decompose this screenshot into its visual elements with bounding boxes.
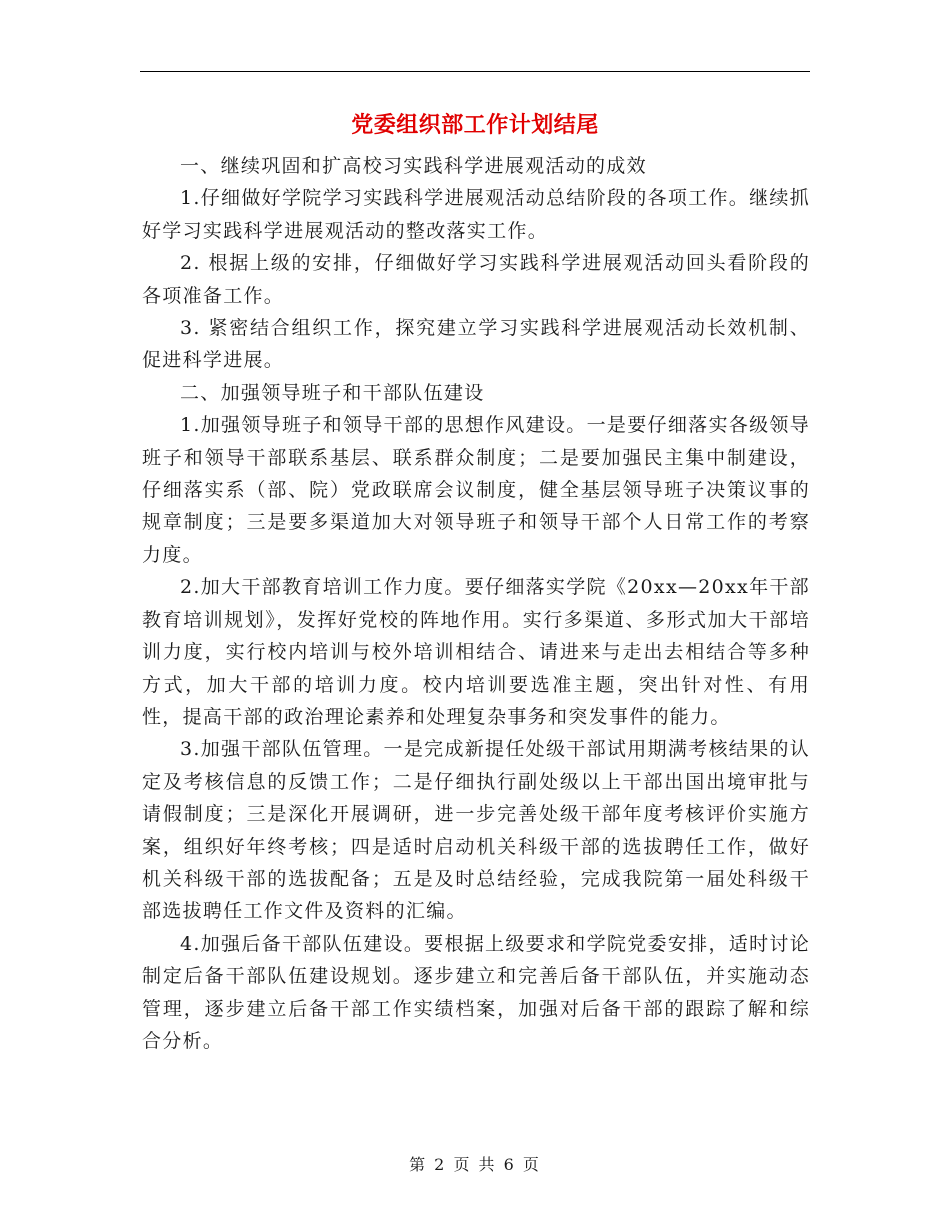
paragraph-2-1: 1.加强领导班子和领导干部的思想作风建设。一是要仔细落实各级领导班子和领导干部联系基层、联系群众制度；二是要加强民主集中制建设，仔细落实系（部、院）党政联席会议制度，健全基层领导班子决策议事的规章制度；三是要多渠道加大对领导班子和领导干部个人日常工作的考察力度。 — [142, 414, 810, 566]
section-heading-2: 二、加强领导班子和干部队伍建设 — [180, 381, 485, 404]
paragraph-2-4: 4.加强后备干部队伍建设。要根据上级要求和学院党委安排，适时讨论制定后备干部队伍建设规划。逐步建立和完善后备干部队伍，并实施动态管理，逐步建立后备干部工作实绩档案，加强对后备干部的跟踪了解和综合分析。 — [142, 932, 810, 1052]
section-heading-1: 一、继续巩固和扩高校习实践科学进展观活动的成效 — [180, 155, 647, 177]
paragraph-2-2: 2.加大干部教育培训工作力度。要仔细落实学院《20xx—20xx年干部教育培训规划》，发挥好党校的阵地作用。实行多渠道、多形式加大干部培训力度，实行校内培训与校外培训相结合、请进来与走出去相结合等多种方式，加大干部的培训力度。校内培训要选准主题，突出针对性、有用性，提高干部的政治理论素养和处理复杂事务和突发事件的能力。 — [142, 576, 810, 728]
paragraph-1-3: 3. 紧密结合组织工作，探究建立学习实践科学进展观活动长效机制、促进科学进展。 — [142, 317, 810, 372]
paragraph-2-3: 3.加强干部队伍管理。一是完成新提任处级干部试用期满考核结果的认定及考核信息的反馈工作；二是仔细执行副处级以上干部出国出境审批与请假制度；三是深化开展调研，进一步完善处级干部年度考核评价实施方案，组织好年终考核；四是适时启动机关科级干部的选拔聘任工作，做好机关科级干部的选拔配备；五是及时总结经验，完成我院第一届处科级干部选拔聘任工作文件及资料的汇编。 — [142, 738, 810, 923]
document-title: 党委组织部工作计划结尾 — [351, 112, 599, 138]
header-rule — [140, 71, 810, 72]
paragraph-1-1: 1.仔细做好学院学习实践科学进展观活动总结阶段的各项工作。继续抓好学习实践科学进展观活动的整改落实工作。 — [142, 187, 810, 242]
paragraph-1-2: 2. 根据上级的安排，仔细做好学习实践科学进展观活动回头看阶段的各项准备工作。 — [142, 252, 810, 307]
page-number-footer: 第 2 页 共 6 页 — [409, 1155, 541, 1174]
document-body — [142, 150, 810, 1057]
